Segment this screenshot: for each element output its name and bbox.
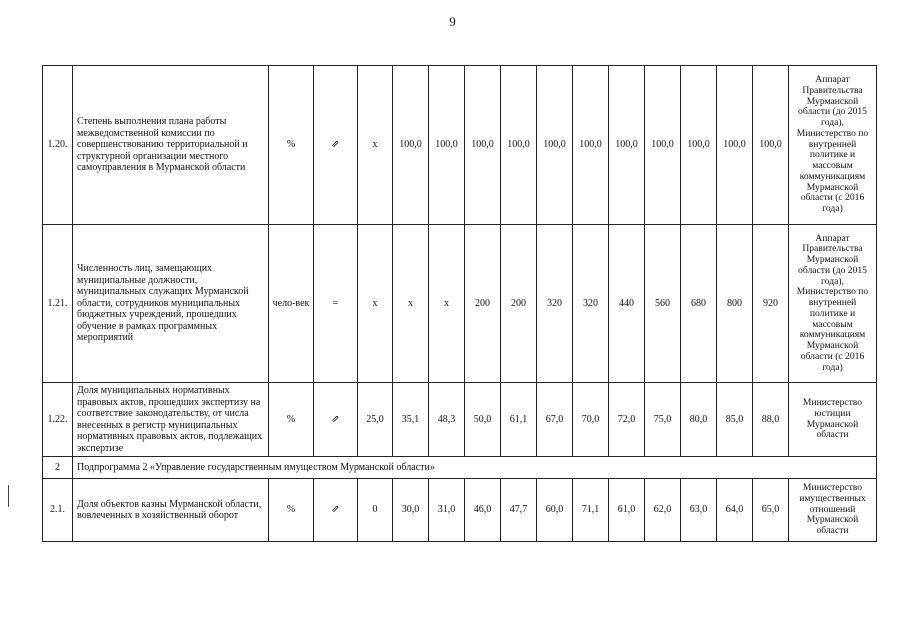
indicator-description: Численность лиц, замещающих муниципальные должности, муниципальных служащих Мурманской области, сотрудников муниципальных бюджетных учреждений, прошедших обучение в рамках программных мероприятий bbox=[73, 225, 269, 383]
value-cell: 71,1 bbox=[573, 479, 609, 542]
indicator-description: Степень выполнения плана работы межведомственной комиссии по совершенствованию территориальной и структурной организации местного самоуправления в Мурманской области bbox=[73, 66, 269, 225]
value-cell: 100,0 bbox=[717, 66, 753, 225]
table-row bbox=[43, 225, 877, 383]
table-row bbox=[43, 66, 877, 225]
unit-cell: % bbox=[269, 383, 314, 457]
value-cell: 63,0 bbox=[681, 479, 717, 542]
value-cell: 25,0 bbox=[358, 383, 393, 457]
value-cell: x bbox=[358, 66, 393, 225]
indicator-description: Доля муниципальных нормативных правовых актов, прошедших экспертизу на соответствие законодательству, от числа внесенных в регистр муниципальных нормативных правовых актов, подлежащих экспертизе bbox=[73, 383, 269, 457]
trend-arrow-icon: ⇗ bbox=[314, 383, 358, 457]
value-cell: 320 bbox=[573, 225, 609, 383]
row-number: 1.21. bbox=[43, 225, 73, 383]
value-cell: 88,0 bbox=[753, 383, 789, 457]
value-cell: 48,3 bbox=[429, 383, 465, 457]
unit-cell: чело-век bbox=[269, 225, 314, 383]
value-cell: 100,0 bbox=[645, 66, 681, 225]
value-cell: 80,0 bbox=[681, 383, 717, 457]
row-number: 2.1. bbox=[43, 479, 73, 542]
value-cell: 50,0 bbox=[465, 383, 501, 457]
value-cell: x bbox=[429, 225, 465, 383]
row-number: 1.20. bbox=[43, 66, 73, 225]
unit-cell: % bbox=[269, 66, 314, 225]
scan-margin-mark bbox=[8, 485, 9, 507]
value-cell: 100,0 bbox=[393, 66, 429, 225]
responsible-authority: Министерство имущественных отношений Мурманской области bbox=[789, 479, 877, 542]
value-cell: 800 bbox=[717, 225, 753, 383]
value-cell: 60,0 bbox=[537, 479, 573, 542]
value-cell: x bbox=[393, 225, 429, 383]
trend-equal-icon: = bbox=[314, 225, 358, 383]
row-number: 2 bbox=[43, 457, 73, 479]
value-cell: 72,0 bbox=[609, 383, 645, 457]
value-cell: 0 bbox=[358, 479, 393, 542]
subprogram-title: Подпрограмма 2 «Управление государственным имуществом Мурманской области» bbox=[73, 457, 877, 479]
value-cell: 100,0 bbox=[753, 66, 789, 225]
value-cell: 920 bbox=[753, 225, 789, 383]
indicator-description: Доля объектов казны Мурманской области, вовлеченных в хозяйственный оборот bbox=[73, 479, 269, 542]
value-cell: x bbox=[358, 225, 393, 383]
unit-cell: % bbox=[269, 479, 314, 542]
value-cell: 680 bbox=[681, 225, 717, 383]
table-row bbox=[43, 383, 877, 457]
responsible-authority: Министерство юстиции Мурманской области bbox=[789, 383, 877, 457]
value-cell: 67,0 bbox=[537, 383, 573, 457]
trend-arrow-icon: ⇗ bbox=[314, 66, 358, 225]
value-cell: 200 bbox=[501, 225, 537, 383]
table-row bbox=[43, 479, 877, 542]
value-cell: 100,0 bbox=[537, 66, 573, 225]
subprogram-row bbox=[43, 457, 877, 479]
value-cell: 31,0 bbox=[429, 479, 465, 542]
value-cell: 65,0 bbox=[753, 479, 789, 542]
value-cell: 61,1 bbox=[501, 383, 537, 457]
responsible-authority: Аппарат Правительства Мурманской области (до 2015 года), Министерство по внутренней политике и массовым коммуникациям Мурманской области (с 2016 года) bbox=[789, 225, 877, 383]
value-cell: 100,0 bbox=[681, 66, 717, 225]
value-cell: 30,0 bbox=[393, 479, 429, 542]
value-cell: 70,0 bbox=[573, 383, 609, 457]
responsible-authority: Аппарат Правительства Мурманской области (до 2015 года), Министерство по внутренней политике и массовым коммуникациям Мурманской области (с 2016 года) bbox=[789, 66, 877, 225]
value-cell: 320 bbox=[537, 225, 573, 383]
value-cell: 61,0 bbox=[609, 479, 645, 542]
page-number: 9 bbox=[449, 14, 456, 29]
value-cell: 75,0 bbox=[645, 383, 681, 457]
value-cell: 46,0 bbox=[465, 479, 501, 542]
value-cell: 64,0 bbox=[717, 479, 753, 542]
value-cell: 47,7 bbox=[501, 479, 537, 542]
value-cell: 100,0 bbox=[429, 66, 465, 225]
value-cell: 100,0 bbox=[609, 66, 645, 225]
value-cell: 85,0 bbox=[717, 383, 753, 457]
value-cell: 100,0 bbox=[465, 66, 501, 225]
value-cell: 200 bbox=[465, 225, 501, 383]
value-cell: 100,0 bbox=[573, 66, 609, 225]
value-cell: 560 bbox=[645, 225, 681, 383]
value-cell: 440 bbox=[609, 225, 645, 383]
value-cell: 62,0 bbox=[645, 479, 681, 542]
value-cell: 35,1 bbox=[393, 383, 429, 457]
indicators-table bbox=[42, 65, 877, 542]
row-number: 1.22. bbox=[43, 383, 73, 457]
trend-arrow-icon: ⇗ bbox=[314, 479, 358, 542]
value-cell: 100,0 bbox=[501, 66, 537, 225]
